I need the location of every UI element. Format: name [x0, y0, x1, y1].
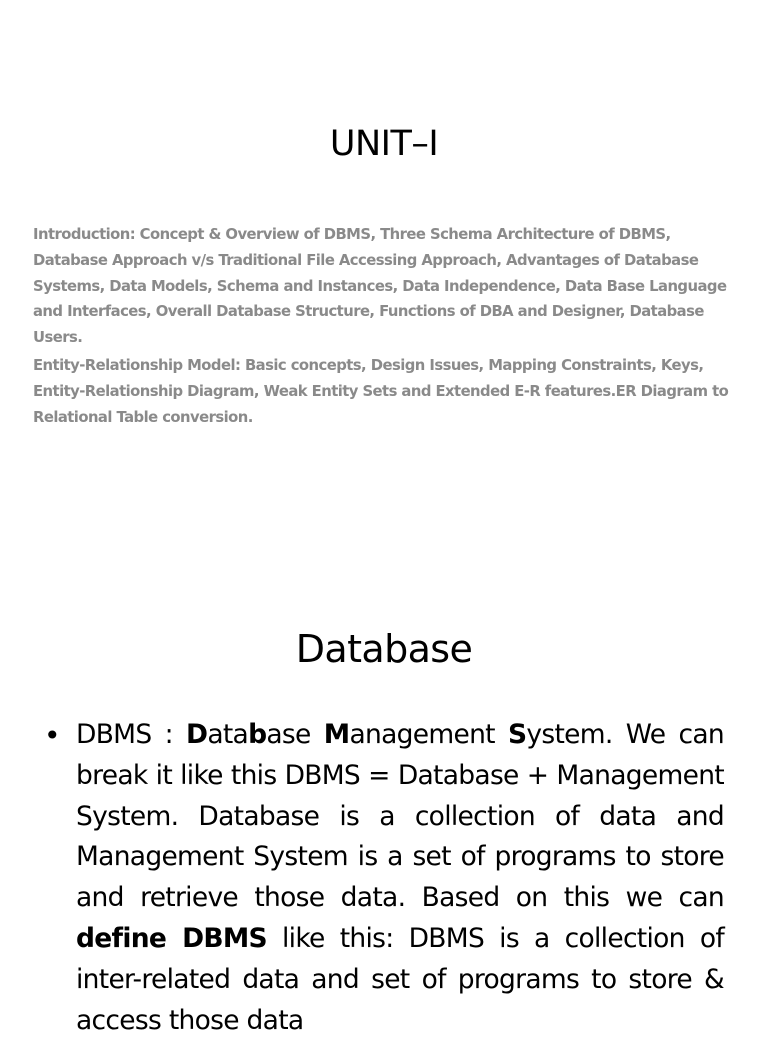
- slide-title: UNIT–I: [329, 124, 439, 164]
- syllabus-introduction: Introduction: Concept & Overview of DBMS, Three Schema Architecture of DBMS, Database Approach v/s Traditional File Accessing Approach, Advantages of Database Systems, Data Models, Schema and Instances, Data Independence, Data Base Language and Interfaces, Overall Database Structure, Functions of DBA and Designer, Database Users.: [33, 226, 727, 347]
- slide-title: Database: [295, 627, 473, 671]
- bold-letter-m: M: [323, 719, 350, 750]
- slide-database: [0, 560, 768, 1036]
- bullet-text-segment: ystem. We can break it like this DBMS = Database + Management System. Database is a collection of data and Management System is a set of programs to store and retrieve those data. Based on this we can: [76, 719, 724, 914]
- bullet-text-segment: DBMS :: [76, 719, 186, 750]
- syllabus-er-model: Entity-Relationship Model: Basic concepts, Design Issues, Mapping Constraints, Keys, Entity-Relationship Diagram, Weak Entity Sets and Extended E-R features.ER Diagram to Relational Table conversion.: [33, 356, 729, 426]
- bold-letter-d: D: [186, 719, 208, 750]
- bullet-text-segment: ata: [207, 719, 249, 750]
- bullet-item: [76, 715, 724, 1041]
- bold-letter-b: b: [248, 719, 267, 750]
- bold-letter-s: S: [508, 719, 527, 750]
- bullet-list: [44, 715, 724, 1041]
- bold-define-dbms: define DBMS: [76, 922, 267, 954]
- bullet-text-segment: like this: DBMS is a collection of inter-related data and set of programs to store & access those data: [76, 922, 724, 1036]
- syllabus-text: [33, 222, 737, 432]
- bullet-text-segment: ase: [266, 719, 324, 750]
- bullet-marker: •: [44, 719, 61, 752]
- bullet-text-segment: anagement: [349, 719, 509, 750]
